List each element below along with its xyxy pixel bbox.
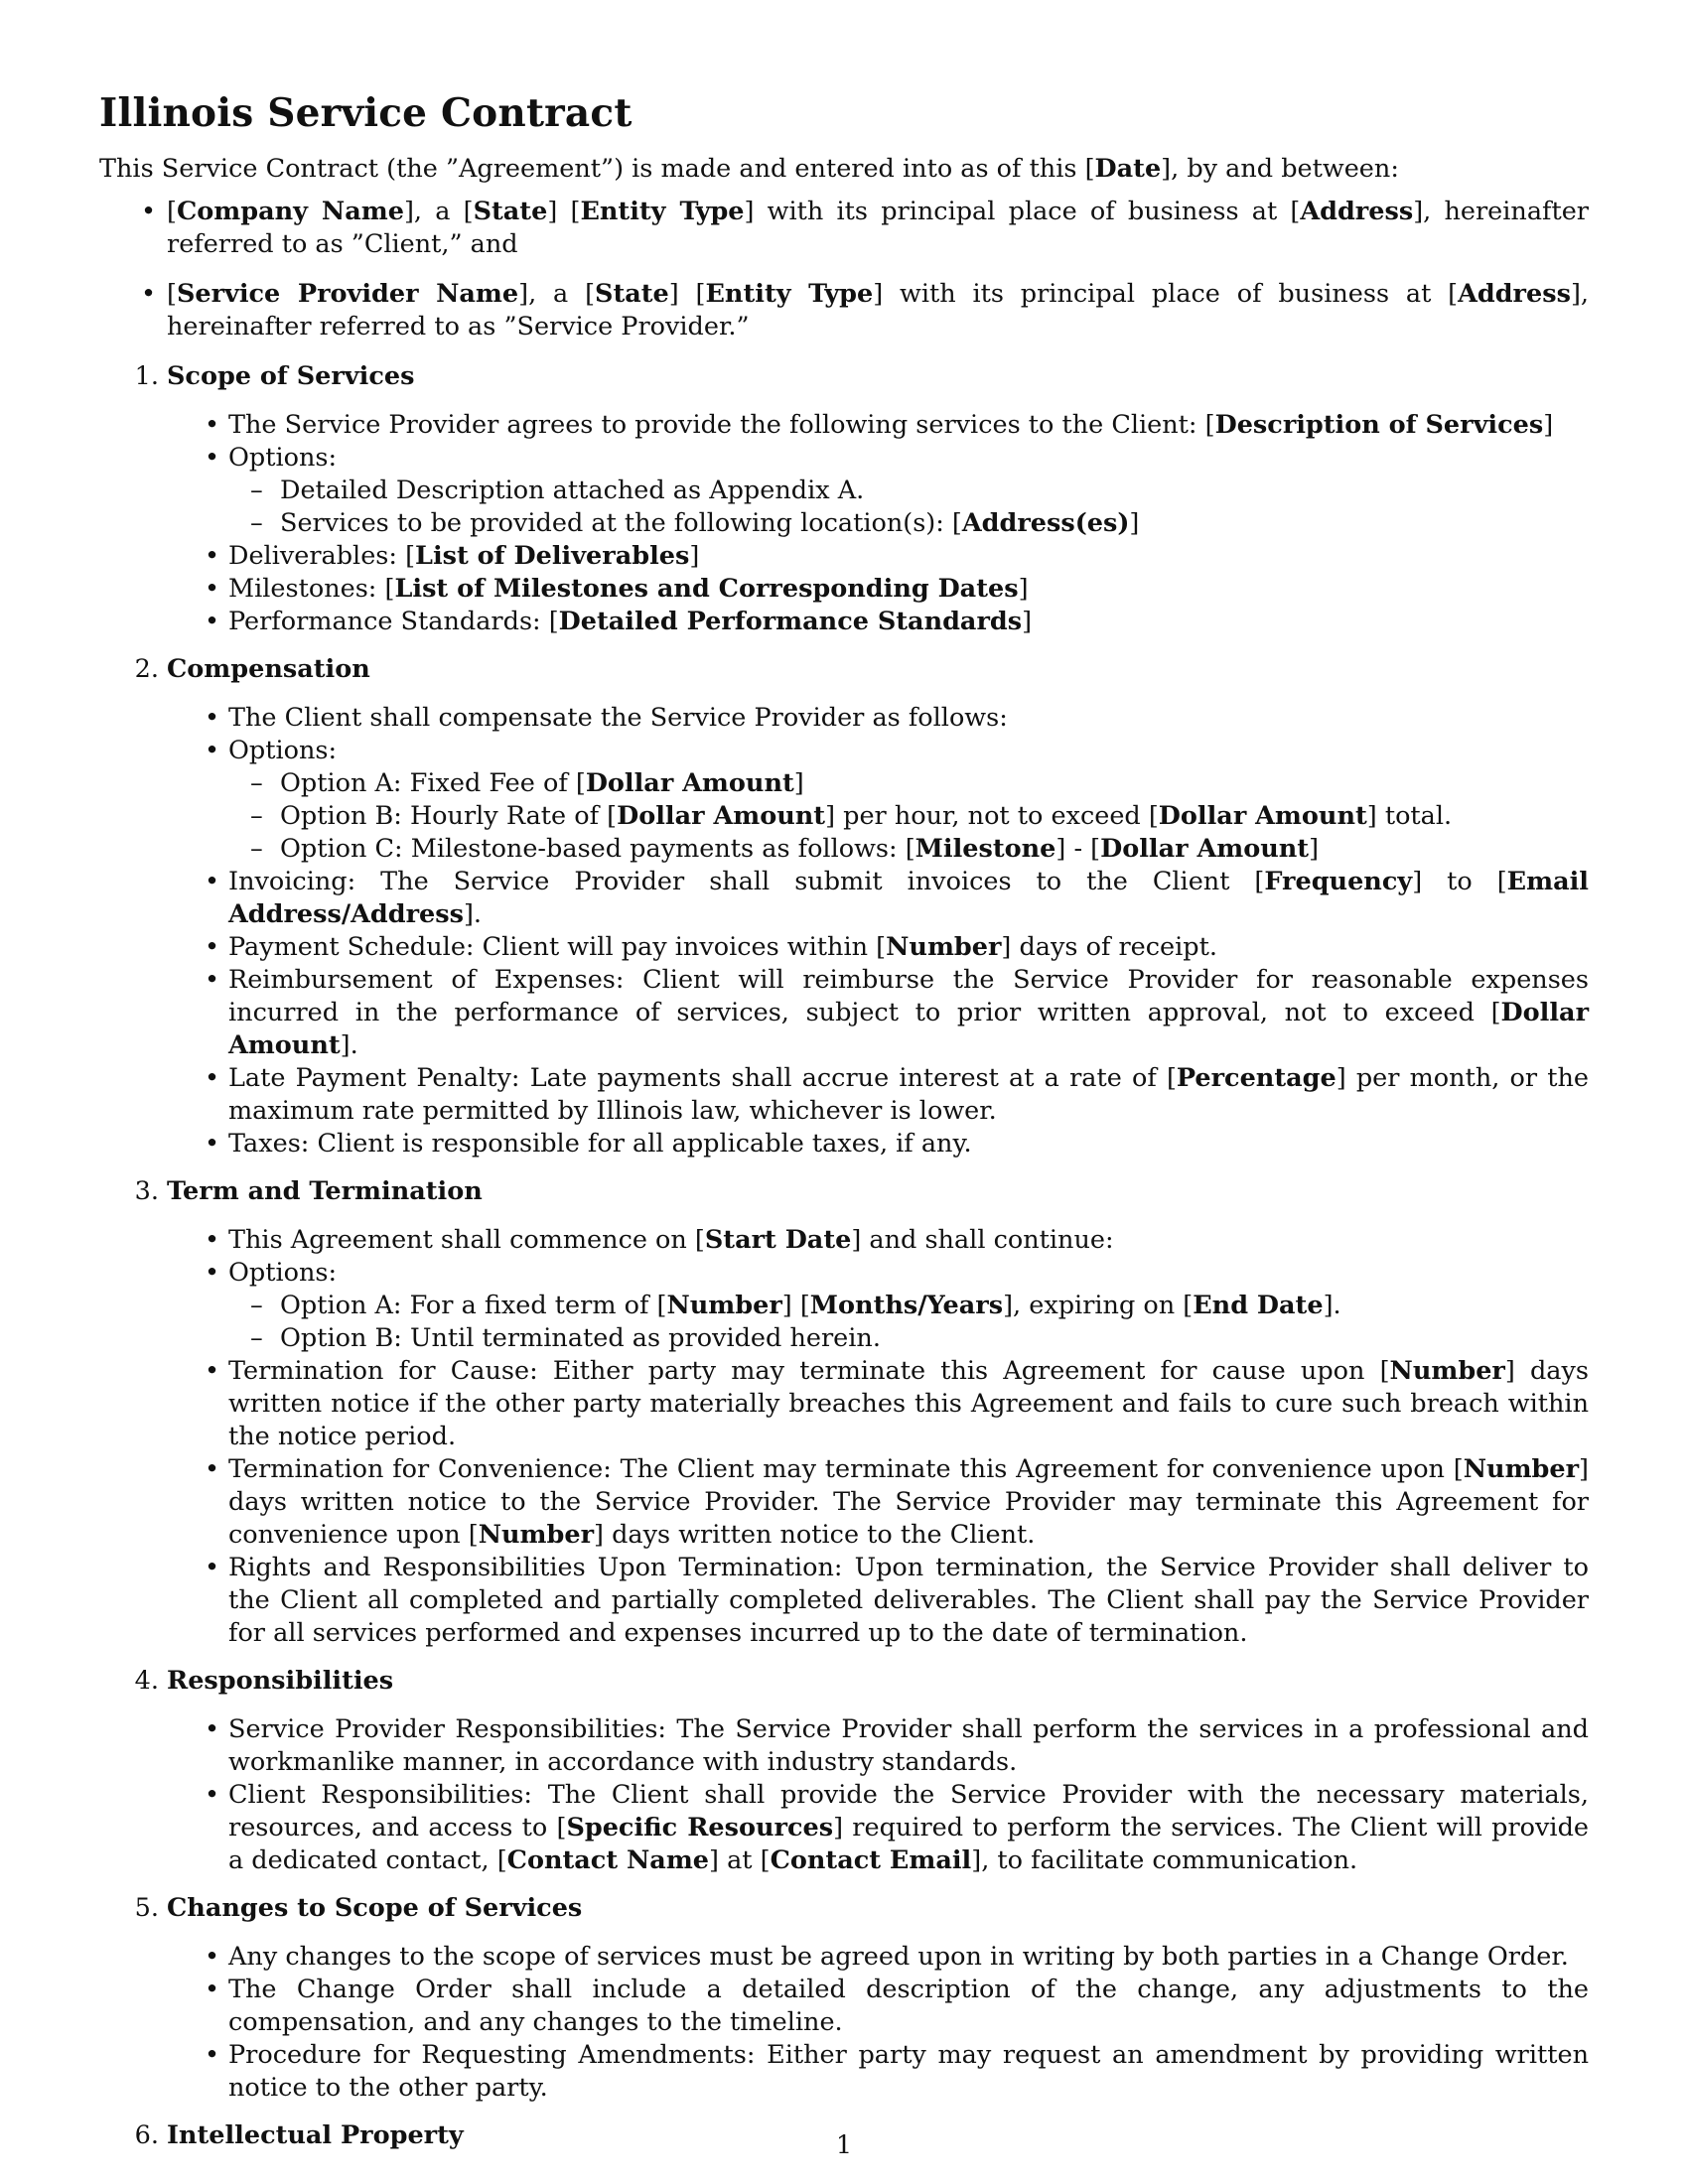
section-heading [99,1892,1589,1925]
bullet-item [228,1552,1589,1650]
bullet-item [228,1062,1589,1128]
section-items [99,409,1589,638]
section-number: 2. [134,654,159,684]
section-number: 5. [134,1893,159,1923]
text-run: ]. [340,1030,358,1060]
placeholder-field: Number [666,1291,782,1320]
bullet-item [228,409,1589,442]
bullet-text [228,703,1008,733]
bullet-text [228,443,337,473]
text-run: ] with its principal place of business at [ [744,197,1301,226]
bullet-item [228,540,1589,573]
bullet-item [228,866,1589,931]
sections-list [99,360,1589,2152]
bullet-text [228,1714,1589,1777]
bullet-text [228,1356,1589,1451]
placeholder-field: Specific Resources [566,1813,834,1843]
bullet-item [228,964,1589,1062]
text-run: ] [1543,410,1554,440]
bullet-text [228,965,1589,1060]
document-title: Illinois Service Contract [99,90,633,136]
text-run: ] [689,541,700,571]
placeholder-field: Entity Type [705,279,874,309]
placeholder-field: Number [1389,1356,1505,1386]
placeholder-field: Entity Type [580,197,745,226]
text-run: ] [ [547,197,581,226]
placeholder-field: List of Deliverables [415,541,690,571]
bullet-item [228,1713,1589,1779]
placeholder-field: Number [886,932,1002,962]
placeholder-field: Frequency [1264,867,1413,896]
text-run: This Agreement shall commence on [ [228,1225,705,1255]
text-run: ] [793,768,804,798]
bullet-text [228,1225,1114,1255]
text-run: The Client shall compensate the Service Provider as follows: [228,703,1008,733]
text-run: ] [ [668,279,706,309]
section-title: Responsibilities [167,1666,394,1696]
text-run: ] days written notice if the other party materially breaches this Agreement and fails to cure such breach within the notice period. [228,1356,1589,1451]
text-run: ] to [ [1412,867,1507,896]
text-run: ]. [463,899,483,929]
bullet-text [228,1975,1589,2037]
bullet-item [228,573,1589,606]
text-run: ] [ [781,1291,810,1320]
text-run: Options: [228,1258,338,1288]
text-run: [ [167,197,177,226]
bullet-text [228,1129,972,1159]
placeholder-field: Contact Email [770,1845,972,1875]
section-4 [99,1665,1589,1877]
page-number: 1 [835,2130,853,2160]
text-run: ] and shall continue: [851,1225,1114,1255]
placeholder-field: Percentage [1176,1063,1336,1093]
placeholder-field: Dollar Amount [617,801,826,831]
section-2 [99,653,1589,1160]
sub-item [280,833,1589,866]
placeholder-field: Address [1300,197,1414,226]
section-heading [99,1175,1589,1208]
text-run: ], hereinafter referred to as ”Client,” and [167,197,1589,259]
text-run: ], a [ [518,279,596,309]
placeholder-field: Number [1463,1454,1580,1484]
sub-item [280,767,1589,800]
placeholder-field: Address(es) [961,508,1130,538]
text-run: Milestones: [ [228,574,395,604]
placeholder-field: End Date [1193,1291,1324,1320]
text-run: ] [1022,607,1033,636]
sub-list [228,767,1589,866]
sub-item [280,800,1589,833]
section-title: Compensation [167,654,370,684]
section-title: Changes to Scope of Services [167,1893,583,1923]
text-run: Option C: Milestone-based payments as follows: [ [280,834,915,864]
text-run: Termination for Convenience: The Client may terminate this Agreement for convenience upon [ [228,1454,1464,1484]
placeholder-field: Company Name [176,197,404,226]
placeholder-field: Service Provider Name [176,279,519,309]
section-items [99,702,1589,1160]
section-title: Scope of Services [167,361,415,391]
section-title: Term and Termination [167,1176,483,1206]
text-run: [ [167,279,177,309]
bullet-item [228,735,1589,866]
placeholder-field: Dollar Amount [585,768,794,798]
bullet-text [228,2040,1589,2103]
text-run: Option B: Hourly Rate of [ [280,801,618,831]
text-run: ] required to perform the services. The Client will provide a dedicated contact, [ [228,1813,1589,1875]
section-title: Intellectual Property [167,2120,464,2150]
text-run: Performance Standards: [ [228,607,559,636]
section-number: 4. [134,1666,159,1696]
section-items [99,1941,1589,2105]
bullet-item [228,1355,1589,1453]
party-item [167,278,1589,343]
text-run: This Service Contract (the ”Agreement”) is made and entered into as of this [ [99,154,1095,184]
document-page [99,85,1589,2167]
placeholder-field: Contact Name [506,1845,710,1875]
sub-list [228,475,1589,540]
bullet-item [228,931,1589,964]
text-run: ] with its principal place of business at [ [873,279,1459,309]
section-heading [99,1665,1589,1698]
placeholder-field: List of Milestones and Corresponding Dates [394,574,1019,604]
text-run: ], expiring on [ [1003,1291,1194,1320]
text-run: ] - [ [1055,834,1101,864]
sub-item [280,475,1589,507]
text-run: ] total. [1366,801,1453,831]
party-item [167,196,1589,261]
section-3 [99,1175,1589,1650]
placeholder-field: Description of Services [1214,410,1544,440]
sub-item [280,1322,1589,1355]
text-run: Late Payment Penalty: Late payments shall accrue interest at a rate of [ [228,1063,1177,1093]
section-items [99,1713,1589,1877]
bullet-item [228,1453,1589,1552]
bullet-text [228,1553,1589,1648]
section-heading [99,360,1589,393]
placeholder-field: Dollar Amount [1100,834,1310,864]
placeholder-field: Months/Years [809,1291,1004,1320]
text-run: Reimbursement of Expenses: Client will reimburse the Service Provider for reasonable expenses incurred in the performance of services, subject to prior written approval, not to exceed [ [228,965,1589,1027]
text-run: ], by and between: [1161,154,1399,184]
text-run: Options: [228,736,338,765]
bullet-item [228,1128,1589,1160]
intro-paragraph [99,153,1589,186]
text-run: ], a [ [403,197,474,226]
text-run: ] per month, or the maximum rate permitted by Illinois law, whichever is lower. [228,1063,1590,1126]
text-run: Procedure for Requesting Amendments: Either party may request an amendment by providing written notice to the other party. [228,2040,1589,2103]
text-run: Any changes to the scope of services must be agreed upon in writing by both parties in a Change Order. [228,1942,1569,1972]
text-run: ] at [ [709,1845,771,1875]
bullet-item [228,442,1589,540]
bullet-item [228,1257,1589,1355]
text-run: Termination for Cause: Either party may terminate this Agreement for cause upon [ [228,1356,1390,1386]
placeholder-field: Milestone [914,834,1056,864]
placeholder-field: Address [1458,279,1571,309]
parties-list [99,196,1589,343]
text-run: ] [1129,508,1140,538]
text-run: ], hereinafter referred to as ”Service Provider.” [167,279,1589,341]
placeholder-field: Number [478,1520,595,1550]
bullet-text [228,1258,337,1288]
text-run: Services to be provided at the following location(s): [ [280,508,962,538]
bullet-text [228,410,1553,440]
sub-list [228,1290,1589,1355]
bullet-item [228,1779,1589,1877]
text-run: ] days written notice to the Service Provider. The Service Provider may terminate this Agreement for convenience upon [ [228,1454,1589,1550]
placeholder-field: Detailed Performance Standards [558,607,1023,636]
placeholder-field: Start Date [704,1225,852,1255]
bullet-text [228,541,699,571]
bullet-text [228,1780,1589,1875]
bullet-text [228,1454,1589,1550]
bullet-item [228,606,1589,638]
text-run: The Service Provider agrees to provide the following services to the Client: [ [228,410,1215,440]
section-number: 6. [134,2120,159,2150]
text-run: Rights and Responsibilities Upon Termination: Upon termination, the Service Provider shall deliver to the Client all completed and partially completed deliverables. The Client shall pay the Service Provider for all services performed and expenses incurred up to the date of termination. [228,1553,1589,1648]
placeholder-field: Date [1094,154,1162,184]
placeholder-field: Dollar Amount [228,998,1589,1060]
text-run: ] per hour, not to exceed [ [825,801,1159,831]
placeholder-field: Email Address/Address [228,867,1589,929]
bullet-text [228,1942,1569,1972]
section-number: 3. [134,1176,159,1206]
sub-item [280,1290,1589,1322]
text-run: ], to facilitate communication. [971,1845,1358,1875]
bullet-item [228,1974,1589,2039]
bullet-text [228,574,1029,604]
bullet-text [228,607,1032,636]
text-run: Option A: Fixed Fee of [ [280,768,586,798]
bullet-text [228,867,1589,929]
bullet-text [228,932,1217,962]
bullet-item [228,702,1589,735]
text-run: Option A: For a fixed term of [ [280,1291,667,1320]
bullet-text [228,736,337,765]
text-run: The Change Order shall include a detailed description of the change, any adjustments to the compensation, and any changes to the timeline. [228,1975,1589,2037]
text-run: ] days written notice to the Client. [594,1520,1036,1550]
placeholder-field: Dollar Amount [1158,801,1367,831]
placeholder-field: State [473,197,548,226]
section-1 [99,360,1589,638]
bullet-text [228,1063,1589,1126]
section-number: 1. [134,361,159,391]
text-run: ] days of receipt. [1001,932,1217,962]
text-run: Taxes: Client is responsible for all applicable taxes, if any. [228,1129,972,1159]
text-run: Service Provider Responsibilities: The Service Provider shall perform the services in a professional and workmanlike manner, in accordance with industry standards. [228,1714,1589,1777]
bullet-item [228,2039,1589,2105]
bullet-item [228,1941,1589,1974]
text-run: Deliverables: [ [228,541,416,571]
sub-item [280,507,1589,540]
section-heading [99,653,1589,686]
text-run: ]. [1323,1291,1341,1320]
text-run: Options: [228,443,338,473]
text-run: Detailed Description attached as Appendix A. [280,476,865,505]
text-run: ] [1309,834,1320,864]
text-run: Client Responsibilities: The Client shall provide the Service Provider with the necessary materials, resources, and access to [ [228,1780,1589,1843]
section-5 [99,1892,1589,2105]
bullet-item [228,1224,1589,1257]
text-run: Payment Schedule: Client will pay invoices within [ [228,932,887,962]
section-items [99,1224,1589,1650]
text-run: ] [1018,574,1029,604]
text-run: Invoicing: The Service Provider shall submit invoices to the Client [ [228,867,1265,896]
text-run: Option B: Until terminated as provided herein. [280,1323,881,1353]
placeholder-field: State [595,279,669,309]
